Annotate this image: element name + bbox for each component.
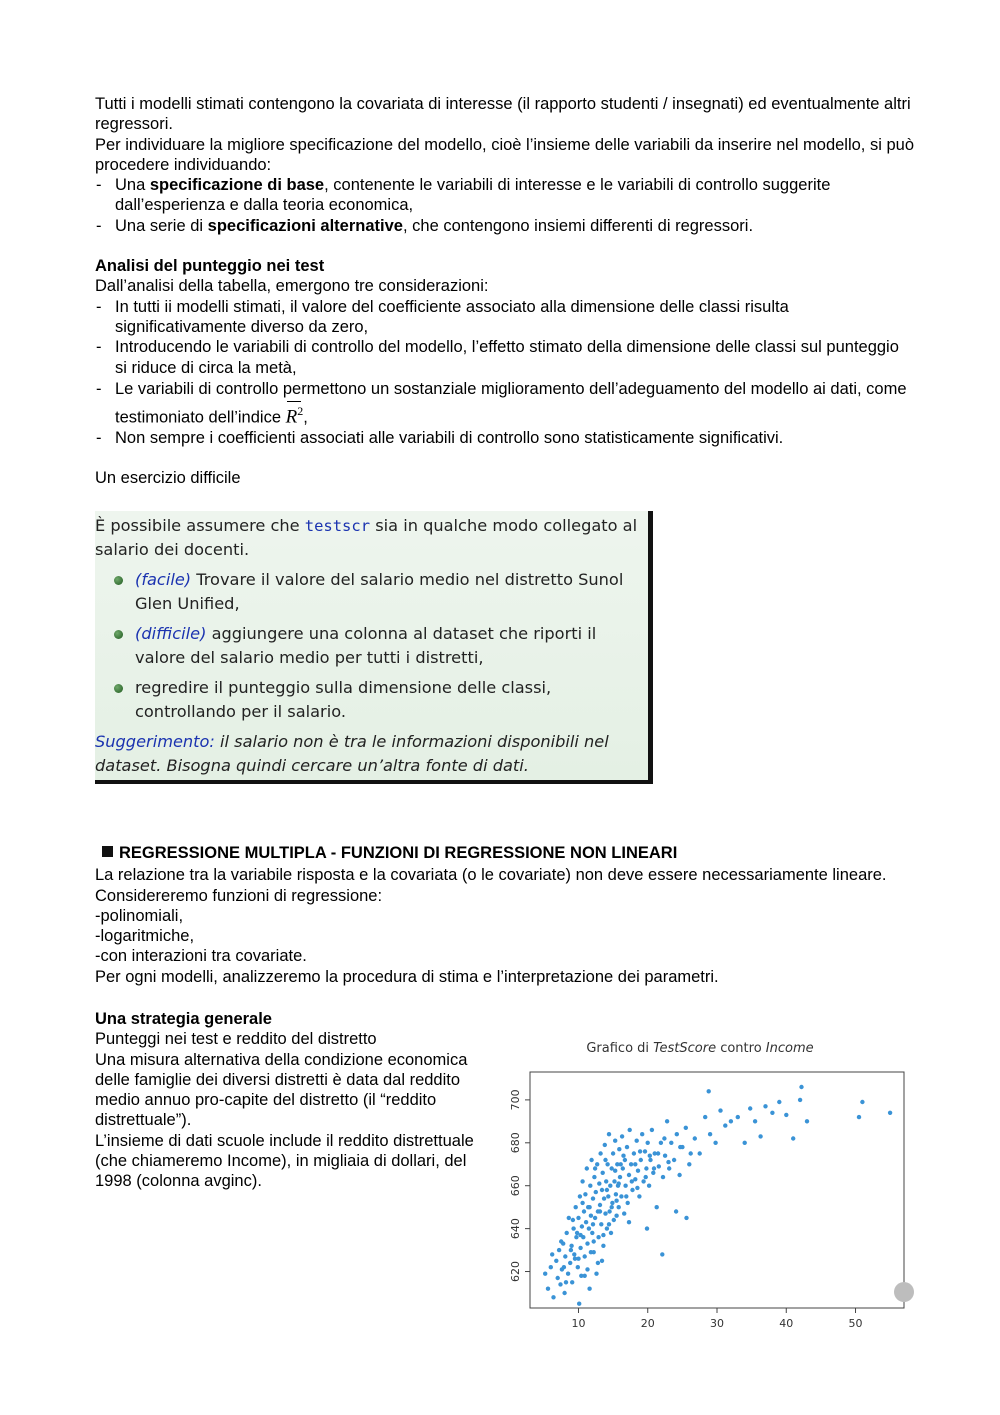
bullet-icon <box>114 684 123 693</box>
x-tick-label: 50 <box>848 1317 863 1330</box>
square-bullet-icon <box>102 846 113 857</box>
data-point <box>693 1136 697 1140</box>
data-point <box>698 1151 702 1155</box>
bullet-icon <box>114 630 123 639</box>
data-point <box>630 1188 634 1192</box>
specification-list <box>95 175 915 236</box>
data-point <box>580 1201 584 1205</box>
data-point <box>633 1162 637 1166</box>
data-point <box>689 1151 693 1155</box>
data-point <box>566 1272 570 1276</box>
data-point <box>770 1111 774 1115</box>
data-point <box>743 1141 747 1145</box>
regressione-line: -con interazioni tra covariate. <box>95 947 307 966</box>
data-point <box>805 1119 809 1123</box>
data-point <box>571 1218 575 1222</box>
data-point <box>674 1209 678 1213</box>
data-point <box>605 1188 609 1192</box>
data-point <box>729 1119 733 1123</box>
data-point <box>603 1143 607 1147</box>
data-point <box>592 1175 596 1179</box>
regressione-line: -logaritmiche, <box>95 927 195 946</box>
data-point <box>601 1171 605 1175</box>
data-point <box>635 1139 639 1143</box>
y-tick-label: 620 <box>509 1261 522 1283</box>
data-point <box>569 1248 573 1252</box>
data-point <box>598 1203 602 1207</box>
data-point <box>590 1231 594 1235</box>
data-point <box>593 1166 597 1170</box>
data-point <box>562 1265 566 1269</box>
x-tick-label: 10 <box>571 1317 586 1330</box>
data-point <box>585 1241 589 1245</box>
exercise-list <box>95 568 648 724</box>
list-item: - Una specificazione di base, contenente le variabili di interesse e le variabili di controllo suggerite dall’esperienza e dalla teoria economica, <box>95 175 915 216</box>
data-point <box>603 1211 607 1215</box>
data-point <box>618 1175 622 1179</box>
data-point <box>617 1147 621 1151</box>
data-point <box>550 1252 554 1256</box>
data-point <box>574 1205 578 1209</box>
data-point <box>584 1220 588 1224</box>
intro-paragraph-2: Per individuare la migliore specificazione del modello, cioè l’insieme delle variabili da inserire nel modello, si può procedere individuando: <box>95 135 914 174</box>
list-item: - Una serie di specificazioni alternative, che contengono insiemi differenti di regressori. <box>95 216 915 236</box>
data-point <box>578 1194 582 1198</box>
data-point <box>572 1252 576 1256</box>
data-point <box>589 1250 593 1254</box>
data-point <box>610 1205 614 1209</box>
list-item: - Non sempre i coefficienti associati alle variabili di controllo sono statisticamente significativi. <box>95 428 915 448</box>
data-point <box>665 1119 669 1123</box>
list-item: regredire il punteggio sulla dimensione delle classi, controllando per il salario. <box>95 676 648 724</box>
data-point <box>630 1179 634 1183</box>
strategia-line: L’insieme di dati scuole include il reddito distrettuale (che chiameremo Income), in migliaia di dollari, del 1998 (colonna avginc). <box>95 1131 474 1191</box>
data-point <box>758 1134 762 1138</box>
data-point <box>798 1098 802 1102</box>
data-point <box>626 1201 630 1205</box>
data-point <box>607 1132 611 1136</box>
data-point <box>661 1175 665 1179</box>
data-point <box>576 1265 580 1269</box>
y-tick-label: 700 <box>509 1089 522 1111</box>
data-point <box>559 1239 563 1243</box>
data-point <box>777 1100 781 1104</box>
data-point <box>578 1246 582 1250</box>
x-tick-label: 40 <box>779 1317 794 1330</box>
data-point <box>624 1194 628 1198</box>
data-point <box>543 1272 547 1276</box>
data-point <box>587 1205 591 1209</box>
data-point <box>655 1205 659 1209</box>
data-point <box>677 1173 681 1177</box>
data-point <box>609 1231 613 1235</box>
list-item: - In tutti ii modelli stimati, il valore del coefficiente associato alla dimensione delle classi risulta significativamente diverso da zero, <box>95 297 915 338</box>
regressione-line: -polinomiali, <box>95 906 184 925</box>
data-point <box>580 1224 584 1228</box>
list-item: (difficile) aggiungere una colonna al dataset che riporti il valore del salario medio per tutti i distretti, <box>95 622 648 670</box>
data-point <box>708 1132 712 1136</box>
data-point <box>632 1151 636 1155</box>
data-point <box>594 1190 598 1194</box>
data-point <box>568 1261 572 1265</box>
data-point <box>662 1136 666 1140</box>
data-point <box>570 1280 574 1284</box>
data-point <box>684 1216 688 1220</box>
data-point <box>598 1209 602 1213</box>
data-point <box>611 1151 615 1155</box>
data-point <box>591 1222 595 1226</box>
analisi-lead: Dall’analisi della tabella, emergono tre considerazioni: <box>95 277 489 296</box>
data-point <box>648 1158 652 1162</box>
data-point <box>621 1166 625 1170</box>
data-point <box>641 1179 645 1183</box>
data-point <box>612 1218 616 1222</box>
data-point <box>601 1244 605 1248</box>
esercizio-label: Un esercizio difficile <box>95 469 241 488</box>
x-tick-label: 30 <box>710 1317 724 1330</box>
data-point <box>637 1194 641 1198</box>
data-point <box>605 1162 609 1166</box>
chart-title: Grafico di TestScore contro Income <box>586 1041 814 1056</box>
chart-points <box>543 1085 892 1306</box>
data-point <box>659 1141 663 1145</box>
data-point <box>684 1126 688 1130</box>
y-tick-label: 680 <box>509 1132 522 1154</box>
data-point <box>594 1272 598 1276</box>
data-point <box>763 1104 767 1108</box>
data-point <box>617 1181 621 1185</box>
data-point <box>591 1196 595 1200</box>
bullet-icon <box>114 576 123 585</box>
data-point <box>619 1162 623 1166</box>
list-item: (facile) Trovare il valore del salario medio nel distretto Sunol Glen Unified, <box>95 568 648 616</box>
data-point <box>638 1149 642 1153</box>
data-point <box>587 1226 591 1230</box>
data-point <box>549 1265 553 1269</box>
data-point <box>629 1162 633 1166</box>
data-point <box>620 1134 624 1138</box>
data-point <box>585 1267 589 1271</box>
data-point <box>582 1209 586 1213</box>
data-point <box>596 1235 600 1239</box>
data-point <box>669 1141 673 1145</box>
data-point <box>736 1115 740 1119</box>
strategia-line: Punteggi nei test e reddito del distretto <box>95 1030 377 1049</box>
data-point <box>748 1106 752 1110</box>
data-point <box>640 1132 644 1136</box>
data-point <box>606 1194 610 1198</box>
data-point <box>791 1136 795 1140</box>
data-point <box>546 1287 550 1291</box>
data-point <box>784 1113 788 1117</box>
plot-frame <box>530 1072 904 1308</box>
data-point <box>569 1244 573 1248</box>
data-point <box>558 1282 562 1286</box>
data-point <box>622 1211 626 1215</box>
scatter-chart <box>496 1032 916 1352</box>
data-point <box>617 1205 621 1209</box>
data-point <box>713 1141 717 1145</box>
data-point <box>601 1233 605 1237</box>
data-point <box>635 1186 639 1190</box>
data-point <box>599 1222 603 1226</box>
data-point <box>596 1261 600 1265</box>
exercise-intro: È possibile assumere che testscr sia in qualche modo collegato al salario dei docenti. <box>95 516 638 559</box>
data-point <box>628 1128 632 1132</box>
data-point <box>650 1128 654 1132</box>
data-point <box>600 1259 604 1263</box>
data-point <box>604 1179 608 1183</box>
exercise-hint: Suggerimento: il salario non è tra le informazioni disponibili nel dataset. Bisogna quindi cercare un’altra fonte di dati. <box>95 732 609 775</box>
data-point <box>660 1252 664 1256</box>
data-point <box>588 1184 592 1188</box>
data-point <box>605 1226 609 1230</box>
data-point <box>580 1179 584 1183</box>
data-point <box>857 1115 861 1119</box>
data-point <box>623 1158 627 1162</box>
data-point <box>587 1287 591 1291</box>
data-point <box>639 1158 643 1162</box>
strategia-line: Una misura alternativa della condizione economica delle famiglie dei diversi distretti è data dal reddito medio annuo pro-capite del distretto (il “reddito distrettuale”). <box>95 1050 468 1130</box>
data-point <box>860 1100 864 1104</box>
data-point <box>571 1226 575 1230</box>
data-point <box>583 1254 587 1258</box>
data-point <box>663 1154 667 1158</box>
intro-paragraph-1: Tutti i modelli stimati contengono la covariata di interesse (il rapporto studenti / insegnati) ed eventualmente altri regressori. <box>95 95 911 134</box>
data-point <box>602 1196 606 1200</box>
data-point <box>614 1199 618 1203</box>
data-point <box>645 1226 649 1230</box>
data-point <box>607 1222 611 1226</box>
data-point <box>608 1184 612 1188</box>
data-point <box>592 1239 596 1243</box>
data-point <box>753 1119 757 1123</box>
data-point <box>707 1089 711 1093</box>
data-point <box>675 1132 679 1136</box>
considerazioni-list <box>95 297 915 449</box>
data-point <box>619 1194 623 1198</box>
data-point <box>723 1123 727 1127</box>
y-tick-label: 640 <box>509 1218 522 1240</box>
data-point <box>562 1291 566 1295</box>
regressione-heading: REGRESSIONE MULTIPLA - FUNZIONI DI REGRESSIONE NON LINEARI <box>95 843 915 863</box>
data-point <box>578 1233 582 1237</box>
data-point <box>672 1158 676 1162</box>
code-testscr: testscr <box>304 517 371 535</box>
data-point <box>597 1181 601 1185</box>
data-point <box>667 1166 671 1170</box>
data-point <box>646 1141 650 1145</box>
data-point <box>556 1276 560 1280</box>
data-point <box>678 1145 682 1149</box>
data-point <box>627 1220 631 1224</box>
strategia-section <box>95 1009 495 1192</box>
y-tick-label: 660 <box>509 1175 522 1197</box>
data-point <box>589 1158 593 1162</box>
data-point <box>610 1201 614 1205</box>
data-point <box>595 1162 599 1166</box>
data-point <box>651 1171 655 1175</box>
data-point <box>799 1085 803 1089</box>
data-point <box>647 1184 651 1188</box>
data-point <box>614 1214 618 1218</box>
list-item: - Introducendo le variabili di controllo del modello, l’effetto stimato della dimensione delle classi sul punteggio si riduce di circa la metà, <box>95 337 915 378</box>
data-point <box>598 1151 602 1155</box>
data-point <box>589 1214 593 1218</box>
data-point <box>593 1216 597 1220</box>
data-point <box>607 1209 611 1213</box>
data-point <box>600 1188 604 1192</box>
data-point <box>577 1302 581 1306</box>
data-point <box>625 1145 629 1149</box>
data-point <box>563 1254 567 1258</box>
data-point <box>627 1173 631 1177</box>
data-point <box>613 1139 617 1143</box>
data-point <box>576 1257 580 1261</box>
data-point <box>623 1184 627 1188</box>
data-point <box>565 1231 569 1235</box>
data-point <box>551 1295 555 1299</box>
data-point <box>564 1280 568 1284</box>
regressione-line: Per ogni modelli, analizzeremo la procedura di stima e l’interpretazione dei parametri. <box>95 967 719 986</box>
data-point <box>652 1166 656 1170</box>
data-point <box>657 1164 661 1168</box>
analisi-heading: Analisi del punteggio nei test <box>95 257 325 276</box>
r-bar-squared-symbol: $R^2$ <box>286 400 304 428</box>
exercise-box <box>95 511 653 784</box>
data-point <box>648 1154 652 1158</box>
data-point <box>621 1154 625 1158</box>
data-point <box>583 1192 587 1196</box>
data-point <box>636 1169 640 1173</box>
data-point <box>612 1179 616 1183</box>
data-point <box>888 1111 892 1115</box>
list-item: - Le variabili di controllo permettono un sostanziale miglioramento dell’adeguamento del modello ai dati, come testimoniato dell’indice $R^2$, <box>95 378 915 428</box>
data-point <box>557 1248 561 1252</box>
data-point <box>583 1274 587 1278</box>
data-point <box>614 1192 618 1196</box>
data-point <box>574 1235 578 1239</box>
data-point <box>687 1162 691 1166</box>
strategia-heading: Una strategia generale <box>95 1010 272 1028</box>
data-point <box>718 1108 722 1112</box>
regressione-line: La relazione tra la variabile risposta e la covariata (o le covariate) non deve essere necessariamente lineare. Considereremo funzioni di regressione: <box>95 866 887 905</box>
data-point <box>585 1166 589 1170</box>
data-point <box>644 1175 648 1179</box>
document-body <box>95 94 915 489</box>
page-corner-marker <box>894 1282 914 1302</box>
data-point <box>567 1216 571 1220</box>
data-point <box>603 1158 607 1162</box>
data-point <box>703 1115 707 1119</box>
data-point <box>613 1169 617 1173</box>
data-point <box>643 1149 647 1153</box>
data-point <box>666 1160 670 1164</box>
data-point <box>656 1151 660 1155</box>
data-point <box>644 1166 648 1170</box>
data-point <box>554 1259 558 1263</box>
data-point <box>576 1216 580 1220</box>
x-tick-label: 20 <box>640 1317 655 1330</box>
regressione-section <box>95 843 915 987</box>
chart-axes <box>509 1089 863 1330</box>
